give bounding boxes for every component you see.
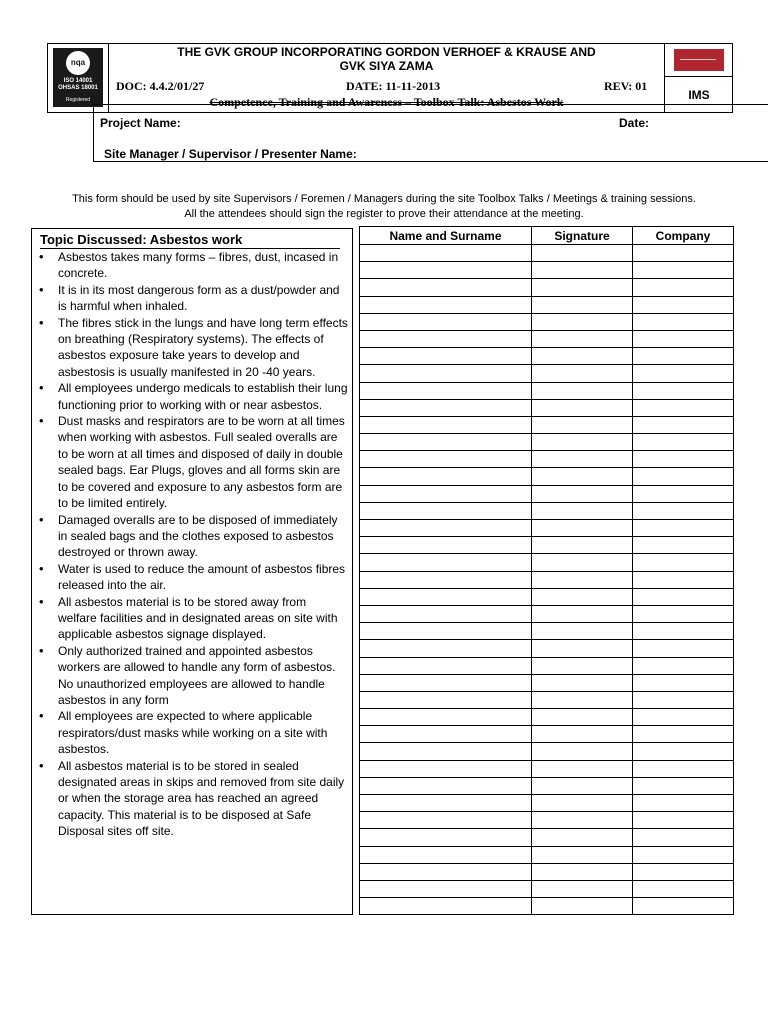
company-cell[interactable]	[633, 330, 734, 347]
signature-cell[interactable]	[532, 279, 633, 296]
company-cell[interactable]	[633, 726, 734, 743]
table-row	[360, 485, 734, 502]
table-row	[360, 605, 734, 622]
name-cell[interactable]	[360, 485, 532, 502]
table-row	[360, 640, 734, 657]
name-cell[interactable]	[360, 588, 532, 605]
attendance-rows	[360, 245, 734, 915]
company-cell[interactable]	[633, 691, 734, 708]
company-cell[interactable]	[633, 399, 734, 416]
table-row	[360, 846, 734, 863]
nqa-mark: nqa	[66, 51, 90, 75]
signature-cell[interactable]	[532, 863, 633, 880]
table-row	[360, 262, 734, 279]
bullet-item: • Asbestos takes many forms – fibres, dust, incased in concrete.	[36, 249, 348, 282]
name-cell[interactable]	[360, 674, 532, 691]
name-cell[interactable]	[360, 898, 532, 915]
company-cell[interactable]	[633, 313, 734, 330]
table-row	[360, 657, 734, 674]
gvk-brand-logo	[674, 49, 724, 71]
name-cell[interactable]	[360, 709, 532, 726]
name-cell[interactable]	[360, 726, 532, 743]
name-cell[interactable]	[360, 348, 532, 365]
table-row	[360, 330, 734, 347]
signature-cell[interactable]	[532, 812, 633, 829]
signature-cell[interactable]	[532, 382, 633, 399]
table-row	[360, 777, 734, 794]
company-title-line2: GVK SIYA ZAMA	[339, 59, 434, 73]
signature-cell[interactable]	[532, 399, 633, 416]
table-row	[360, 571, 734, 588]
table-row	[360, 313, 734, 330]
company-cell[interactable]	[633, 880, 734, 897]
signature-cell[interactable]	[532, 348, 633, 365]
signature-cell[interactable]	[532, 485, 633, 502]
signature-cell[interactable]	[532, 416, 633, 433]
company-cell[interactable]	[633, 537, 734, 554]
name-cell[interactable]	[360, 520, 532, 537]
company-cell[interactable]	[633, 554, 734, 571]
table-row	[360, 451, 734, 468]
bullet-item: • Dust masks and respirators are to be worn at all times when working with asbestos. Full sealed overalls are to be worn at all times and disposed of daily in double sealed bags. Ear Plugs, gloves and all forms skin are to be covered and exposure to any asbestos form are to be limited entirely.	[36, 413, 348, 511]
company-cell[interactable]	[633, 812, 734, 829]
signature-cell[interactable]	[532, 537, 633, 554]
table-row	[360, 502, 734, 519]
name-cell[interactable]	[360, 382, 532, 399]
logo-iso-text: ISO 14001	[63, 78, 93, 84]
table-row	[360, 296, 734, 313]
company-cell[interactable]	[633, 640, 734, 657]
name-cell[interactable]	[360, 623, 532, 640]
table-row	[360, 399, 734, 416]
name-cell[interactable]	[360, 760, 532, 777]
name-cell[interactable]	[360, 434, 532, 451]
signature-cell[interactable]	[532, 588, 633, 605]
signature-cell[interactable]	[532, 743, 633, 760]
bullet-item: • All employees undergo medicals to establish their lung functioning prior to working with or near asbestos.	[36, 380, 348, 413]
name-cell[interactable]	[360, 829, 532, 846]
signature-cell[interactable]	[532, 709, 633, 726]
topic-title: Topic Discussed: Asbestos work	[40, 232, 340, 249]
form-subtitle: Competence, Training and Awareness – Toolbox Talk: Asbestos Work	[209, 95, 564, 109]
name-cell[interactable]	[360, 880, 532, 897]
company-cell[interactable]	[633, 468, 734, 485]
signature-cell[interactable]	[532, 502, 633, 519]
name-cell[interactable]	[360, 502, 532, 519]
table-row	[360, 537, 734, 554]
signature-cell[interactable]	[532, 829, 633, 846]
table-row	[360, 829, 734, 846]
logo-ohsas-text: OHSAS 18001	[58, 85, 98, 91]
date-label: Date:	[619, 116, 650, 130]
signature-cell[interactable]	[532, 726, 633, 743]
table-row	[360, 468, 734, 485]
name-cell[interactable]	[360, 812, 532, 829]
table-header-row	[360, 227, 734, 245]
company-cell[interactable]	[633, 382, 734, 399]
company-cell[interactable]	[633, 760, 734, 777]
signature-cell[interactable]	[532, 451, 633, 468]
company-cell[interactable]	[633, 485, 734, 502]
doc-date: DATE: 11-11-2013	[346, 79, 441, 93]
instruction-line-1: This form should be used by site Supervisors / Foremen / Managers during the site Toolbox Talks / Meetings & training sessions.	[72, 193, 696, 205]
table-row	[360, 554, 734, 571]
table-row	[360, 365, 734, 382]
signature-cell[interactable]	[532, 795, 633, 812]
bullet-item: • The fibres stick in the lungs and have long term effects on breathing (Respiratory systems). The effects of asbestos exposure take years to develop and asbestosis is usually manifested in 20 -40 years.	[36, 315, 348, 381]
column-header-name: Name and Surname	[360, 227, 532, 245]
company-cell[interactable]	[633, 571, 734, 588]
company-cell[interactable]	[633, 829, 734, 846]
company-cell[interactable]	[633, 674, 734, 691]
name-cell[interactable]	[360, 262, 532, 279]
name-cell[interactable]	[360, 777, 532, 794]
table-row	[360, 348, 734, 365]
signature-cell[interactable]	[532, 434, 633, 451]
table-row	[360, 520, 734, 537]
signature-cell[interactable]	[532, 365, 633, 382]
signature-cell[interactable]	[532, 313, 633, 330]
company-cell[interactable]	[633, 795, 734, 812]
name-cell[interactable]	[360, 640, 532, 657]
company-title-line1: THE GVK GROUP INCORPORATING GORDON VERHOEF & KRAUSE AND	[177, 45, 596, 59]
name-cell[interactable]	[360, 691, 532, 708]
name-cell[interactable]	[360, 795, 532, 812]
doc-number: DOC: 4.4.2/01/27	[116, 79, 205, 93]
bullet-item: • It is in its most dangerous form as a dust/powder and is harmful when inhaled.	[36, 282, 348, 315]
attendance-register-table	[359, 226, 734, 915]
table-row	[360, 726, 734, 743]
company-cell[interactable]	[633, 279, 734, 296]
table-row	[360, 898, 734, 915]
table-row	[360, 382, 734, 399]
name-cell[interactable]	[360, 846, 532, 863]
table-row	[360, 760, 734, 777]
name-cell[interactable]	[360, 296, 532, 313]
company-cell[interactable]	[633, 846, 734, 863]
name-cell[interactable]	[360, 416, 532, 433]
bullet-item: • Water is used to reduce the amount of asbestos fibres released into the air.	[36, 561, 348, 594]
company-cell[interactable]	[633, 743, 734, 760]
table-row	[360, 880, 734, 897]
company-cell[interactable]	[633, 657, 734, 674]
name-cell[interactable]	[360, 245, 532, 262]
name-cell[interactable]	[360, 313, 532, 330]
project-name-label: Project Name:	[100, 116, 181, 130]
table-row	[360, 691, 734, 708]
signature-cell[interactable]	[532, 520, 633, 537]
signature-cell[interactable]	[532, 245, 633, 262]
name-cell[interactable]	[360, 571, 532, 588]
signature-cell[interactable]	[532, 846, 633, 863]
signature-cell[interactable]	[532, 262, 633, 279]
column-header-signature: Signature	[532, 227, 633, 245]
company-title	[109, 43, 664, 75]
company-cell[interactable]	[633, 245, 734, 262]
company-cell[interactable]	[633, 296, 734, 313]
bullet-item: • Only authorized trained and appointed asbestos workers are allowed to handle any form of asbestos. No unauthorized employees are allowed to handle asbestos in any form	[36, 643, 348, 709]
table-row	[360, 279, 734, 296]
company-cell[interactable]	[633, 898, 734, 915]
table-row	[360, 434, 734, 451]
company-cell[interactable]	[633, 416, 734, 433]
nqa-certification-logo	[53, 48, 103, 107]
presenter-name-label: Site Manager / Supervisor / Presenter Name:	[104, 147, 357, 161]
signature-cell[interactable]	[532, 468, 633, 485]
signature-cell[interactable]	[532, 571, 633, 588]
bullet-item: • All asbestos material is to be stored in sealed designated areas in skips and removed from site daily or when the storage area has reached an agreed capacity. This material is to be disposed at Safe Disposal sites off site.	[36, 758, 348, 840]
signature-cell[interactable]	[532, 674, 633, 691]
name-cell[interactable]	[360, 279, 532, 296]
name-cell[interactable]	[360, 605, 532, 622]
instruction-line-2: All the attendees should sign the register to prove their attendance at the meeting.	[184, 208, 584, 220]
company-cell[interactable]	[633, 502, 734, 519]
name-cell[interactable]	[360, 468, 532, 485]
name-cell[interactable]	[360, 554, 532, 571]
signature-cell[interactable]	[532, 296, 633, 313]
bullet-item: • All asbestos material is to be stored away from welfare facilities and in designated areas on site with applicable asbestos signage displayed.	[36, 594, 348, 643]
logo-registered-text: Registered	[65, 97, 91, 103]
signature-cell[interactable]	[532, 880, 633, 897]
topic-bullet-list	[36, 249, 348, 840]
signature-cell[interactable]	[532, 691, 633, 708]
name-cell[interactable]	[360, 330, 532, 347]
company-cell[interactable]	[633, 451, 734, 468]
name-cell[interactable]	[360, 743, 532, 760]
table-row	[360, 674, 734, 691]
table-row	[360, 416, 734, 433]
company-cell[interactable]	[633, 623, 734, 640]
signature-cell[interactable]	[532, 640, 633, 657]
company-cell[interactable]	[633, 434, 734, 451]
table-row	[360, 743, 734, 760]
ims-label: IMS	[664, 77, 733, 113]
signature-cell[interactable]	[532, 605, 633, 622]
company-cell[interactable]	[633, 520, 734, 537]
company-cell[interactable]	[633, 262, 734, 279]
name-cell[interactable]	[360, 451, 532, 468]
name-cell[interactable]	[360, 365, 532, 382]
name-cell[interactable]	[360, 537, 532, 554]
name-cell[interactable]	[360, 399, 532, 416]
company-cell[interactable]	[633, 709, 734, 726]
table-row	[360, 812, 734, 829]
signature-cell[interactable]	[532, 330, 633, 347]
signature-cell[interactable]	[532, 898, 633, 915]
table-row	[360, 588, 734, 605]
company-cell[interactable]	[633, 605, 734, 622]
table-row	[360, 623, 734, 640]
table-row	[360, 795, 734, 812]
table-row	[360, 245, 734, 262]
bullet-item: • All employees are expected to where applicable respirators/dust masks while working on a site with asbestos.	[36, 708, 348, 757]
name-cell[interactable]	[360, 657, 532, 674]
signature-cell[interactable]	[532, 554, 633, 571]
company-cell[interactable]	[633, 348, 734, 365]
signature-cell[interactable]	[532, 657, 633, 674]
bullet-item: • Damaged overalls are to be disposed of immediately in sealed bags and the clothes exposed to asbestos destroyed or thrown away.	[36, 512, 348, 561]
signature-cell[interactable]	[532, 623, 633, 640]
name-cell[interactable]	[360, 863, 532, 880]
company-cell[interactable]	[633, 588, 734, 605]
signature-cell[interactable]	[532, 777, 633, 794]
company-cell[interactable]	[633, 777, 734, 794]
signature-cell[interactable]	[532, 760, 633, 777]
table-row	[360, 863, 734, 880]
company-cell[interactable]	[633, 863, 734, 880]
table-row	[360, 709, 734, 726]
company-cell[interactable]	[633, 365, 734, 382]
doc-revision: REV: 01	[604, 79, 648, 93]
column-header-company: Company	[633, 227, 734, 245]
